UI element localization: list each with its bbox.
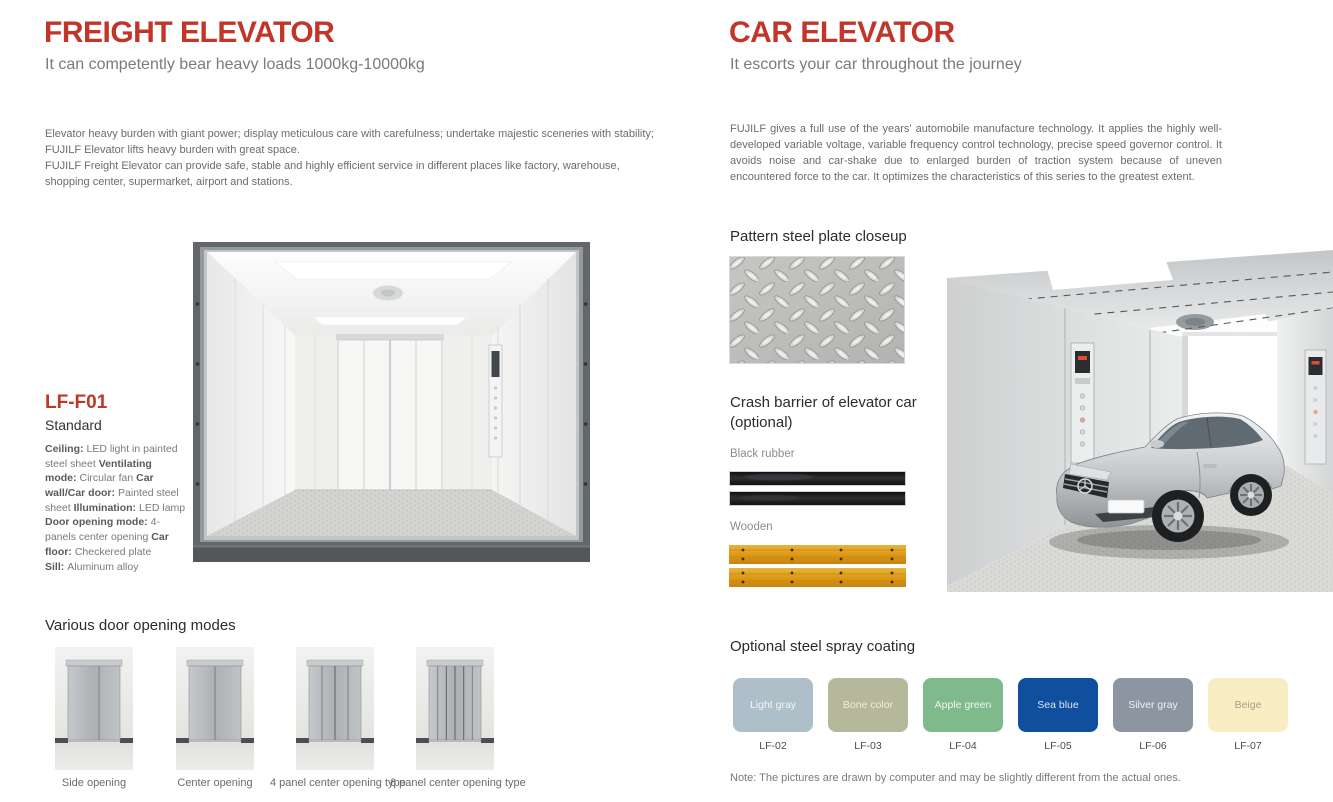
coating-swatch: [1018, 678, 1098, 752]
spec-value: LED lamp: [139, 501, 186, 514]
coating-swatch: [1113, 678, 1193, 752]
door-image-4-panel: [296, 647, 374, 770]
coating-swatch-code: LF-04: [949, 740, 977, 752]
wooden-bar-image: [729, 545, 906, 564]
car-section-title: CAR ELEVATOR: [729, 16, 955, 49]
barrier-option-black-rubber-label: Black rubber: [730, 448, 795, 460]
coating-heading: Optional steel spray coating: [730, 638, 916, 655]
spec-label: Door opening mode:: [45, 516, 148, 529]
spec-value: Aluminum alloy: [67, 560, 139, 573]
coating-swatch: [828, 678, 908, 752]
spec-label: Ceiling:: [45, 443, 84, 455]
door-modes-heading: Various door opening modes: [45, 617, 236, 634]
spec-label: Ventilating mode:: [45, 457, 152, 485]
disclaimer-note: Note: The pictures are drawn by computer and may be slightly different from the actual ones.: [730, 772, 1181, 784]
coating-swatch-color: Apple green: [923, 678, 1003, 732]
pattern-steel-plate-image: [729, 256, 905, 364]
spec-value: Checkered plate: [74, 545, 152, 558]
spec-label: Car floor:: [45, 531, 169, 558]
freight-intro-paragraph: [45, 127, 665, 191]
coating-swatch: [923, 678, 1003, 752]
door-image-6-panel: [416, 647, 494, 770]
black-rubber-bar-image: [729, 471, 906, 486]
door-image-center-opening: [176, 647, 254, 770]
door-mode-caption: Center opening: [177, 777, 253, 789]
freight-elevator-interior-image: [193, 242, 590, 562]
freight-model-code: LF-F01: [45, 392, 108, 413]
spec-value: Circular fan: [79, 472, 134, 485]
coating-swatch-color: Silver gray: [1113, 678, 1193, 732]
door-mode-caption: 6 panel center opening type: [390, 777, 526, 789]
coating-swatch-code: LF-06: [1139, 740, 1167, 752]
coating-swatch-color: Light gray: [733, 678, 813, 732]
coating-swatch: [1208, 678, 1288, 752]
wooden-bar-image: [729, 568, 906, 587]
freight-model-grade: Standard: [45, 417, 102, 433]
coating-swatch-code: LF-05: [1044, 740, 1072, 752]
coating-swatch-color: Sea blue: [1018, 678, 1098, 732]
door-mode-figure-6panel: [390, 647, 526, 789]
door-mode-figure-side: [29, 647, 159, 789]
coating-swatch: [733, 678, 813, 752]
car-intro-paragraph: FUJILF gives a full use of the years' automobile manufacture technology. It applies the highly well-developed variable voltage, variable frequency control technology, precise speed governor control. It avoids noise and car-shake due to enlarged burden of traction system because of uneven encountered force to the car. It optimizes the characteristics of this series to the greatest extent.: [730, 123, 1222, 183]
freight-intro-line-3: FUJILF Freight Elevator can provide safe, stable and highly efficient service in different places like factory, warehouse, shopping center, supermarket, airport and stations.: [45, 159, 620, 188]
coating-swatch-code: LF-07: [1234, 740, 1262, 752]
barrier-option-wooden-label: Wooden: [730, 521, 773, 533]
door-mode-caption: 4 panel center opening type: [270, 777, 406, 789]
spec-label: Car wall/Car door:: [45, 472, 154, 500]
pattern-plate-heading: Pattern steel plate closeup: [730, 228, 907, 245]
crash-barrier-heading: Crash barrier of elevator car (optional): [730, 394, 917, 432]
coating-swatch-color: Bone color: [828, 678, 908, 732]
spec-value: 4-panels center opening: [45, 516, 161, 544]
spec-value: Painted steel sheet: [45, 487, 179, 514]
spec-label: Illumination:: [73, 501, 137, 514]
spec-label: Sill:: [45, 560, 65, 573]
freight-section-title: FREIGHT ELEVATOR: [44, 16, 335, 49]
door-image-side-opening: [55, 647, 133, 770]
black-rubber-bar-image: [729, 491, 906, 506]
coating-swatch-color: Beige: [1208, 678, 1288, 732]
coating-swatch-code: LF-03: [854, 740, 882, 752]
door-mode-figure-4panel: [270, 647, 406, 789]
freight-intro-line-2: FUJILF Elevator lifts heavy burden with great space.: [45, 143, 300, 156]
freight-spec-list: [45, 442, 187, 574]
door-mode-caption: Side opening: [61, 777, 127, 789]
car-section-subtitle: It escorts your car throughout the journey: [730, 56, 1022, 73]
coating-swatch-code: LF-02: [759, 740, 787, 752]
door-mode-figure-center: [150, 647, 280, 789]
car-elevator-interior-image: [945, 248, 1333, 592]
freight-section-subtitle: It can competently bear heavy loads 1000kg-10000kg: [45, 56, 425, 73]
freight-intro-line-1: Elevator heavy burden with giant power; display meticulous care with carefulness; undertake majestic sceneries with stability;: [45, 128, 654, 140]
spec-value: LED light in painted steel sheet: [45, 443, 178, 470]
